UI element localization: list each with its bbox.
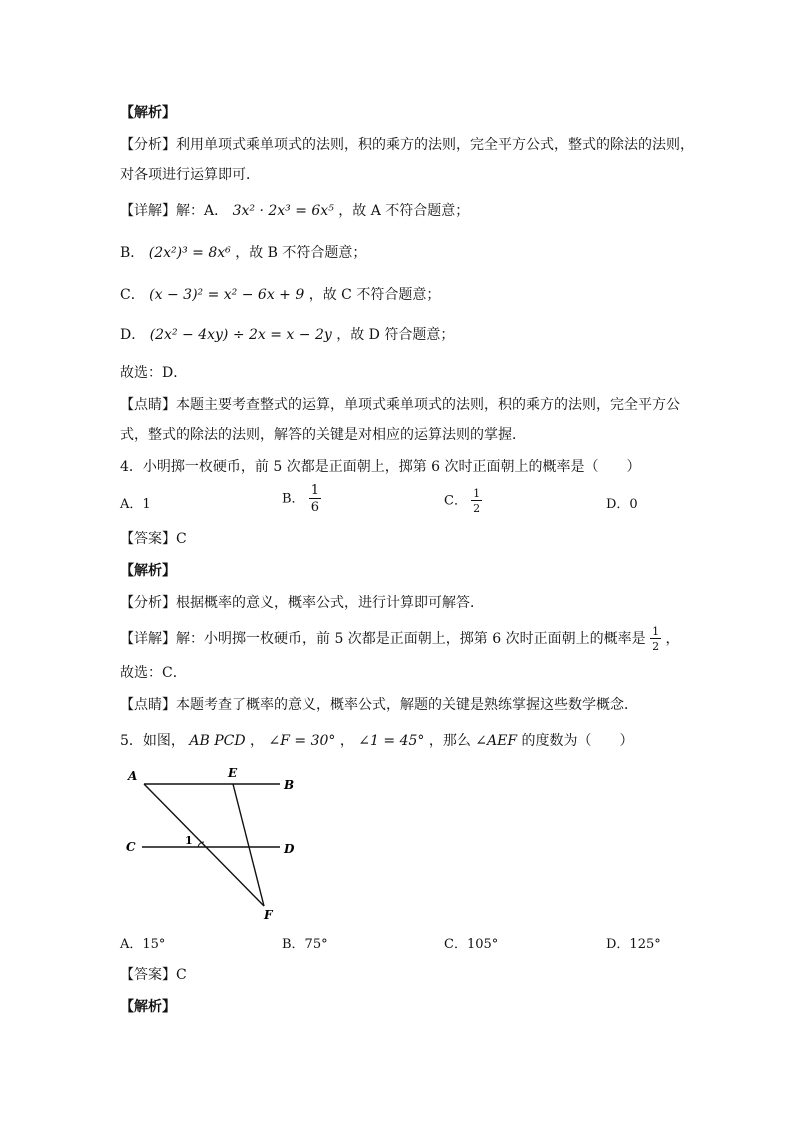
- q5-prefix: 5．如图，: [120, 733, 185, 749]
- solution-c-formula: (x − 3)² = x² − 6x + 9: [149, 287, 305, 303]
- solution-q4-suffix: ，: [665, 631, 680, 647]
- solution-d-prefix: D．: [120, 327, 146, 343]
- q5-option-d: D．125°: [606, 937, 661, 952]
- q5-sep-1: ，: [250, 733, 265, 749]
- solution-q4-fraction: [650, 626, 661, 652]
- label-angle-1: 1: [185, 834, 193, 847]
- solution-c-prefix: C．: [120, 287, 145, 303]
- q4-option-c-fraction: [471, 488, 482, 514]
- q4-option-b: [282, 484, 321, 514]
- q4-option-d: D．0: [606, 497, 638, 512]
- solution-option-c: [120, 286, 680, 304]
- comment-line1: 【点睛】本题主要考查整式的运算，单项式乘单项式的法则，积的乘方的法则，完全平方公: [120, 397, 680, 413]
- solution-b-formula: (2x²)³ = 8x⁶: [148, 245, 231, 261]
- q4-option-c-denominator: 2: [473, 502, 481, 515]
- solution-option-a: [120, 202, 680, 220]
- analysis-text-line1: 【分析】利用单项式乘单项式的法则，积的乘方的法则，完全平方公式，整式的除法的法则，: [120, 137, 694, 153]
- final-choice-1: 故选：D．: [120, 365, 188, 381]
- analysis-text-line2: 对各项进行运算即可．: [120, 167, 260, 183]
- solution-q4-text: 【详解】解：小明掷一枚硬币，前 5 次都是正面朝上，掷第 6 次时正面朝上的概率是: [120, 631, 646, 647]
- label-a: A: [128, 769, 138, 783]
- answer-5: 【答案】C: [120, 967, 187, 983]
- question-5: [120, 732, 680, 750]
- q5-sep-2: ，: [339, 733, 354, 749]
- line-ef: [233, 784, 264, 906]
- label-f: F: [264, 908, 273, 922]
- solution-a-suffix: ，故 A 不符合题意；: [338, 203, 470, 219]
- q5-angle-aef: ∠AEF: [475, 733, 518, 749]
- q4-option-a: A．1: [120, 497, 151, 512]
- q4-option-b-denominator: 6: [310, 500, 319, 515]
- label-e: E: [228, 766, 238, 780]
- q4-option-c: [444, 488, 482, 514]
- label-c: C: [126, 840, 136, 854]
- label-b: B: [284, 778, 295, 792]
- solution-q4-numerator: 1: [652, 625, 660, 638]
- solution-c-suffix: ，故 C 不符合题意；: [308, 287, 441, 303]
- q4-option-b-label: B．: [282, 491, 305, 507]
- solution-d-formula: (2x² − 4xy) ÷ 2x = x − 2y: [149, 327, 332, 343]
- q5-suffix: 的度数为（ ）: [521, 733, 634, 749]
- q5-option-c: C．105°: [444, 937, 499, 952]
- q5-parallel-expr: AB PCD: [189, 733, 246, 749]
- solution-q4-denominator: 2: [652, 640, 660, 653]
- solution-a-formula: 3x² · 2x³ = 6x⁵: [232, 203, 334, 219]
- q4-option-b-numerator: 1: [310, 483, 319, 498]
- solution-d-suffix: ，故 D 符合题意；: [336, 327, 455, 343]
- question-4: 4．小明掷一枚硬币，前 5 次都是正面朝上，掷第 6 次时正面朝上的概率是（ ）: [120, 459, 641, 475]
- solution-a-prefix: 【详解】解：A．: [120, 203, 229, 219]
- comment-q4: 【点睛】本题考查了概率的意义，概率公式，解题的关键是熟练掌握这些数学概念．: [120, 697, 638, 713]
- solution-option-d: [120, 326, 680, 344]
- solution-b-suffix: ，故 B 不符合题意；: [235, 245, 367, 261]
- q5-mid: ，那么: [428, 733, 471, 749]
- geometry-figure: [118, 762, 308, 924]
- answer-4: 【答案】C: [120, 531, 187, 547]
- solution-b-prefix: B．: [120, 245, 145, 261]
- q4-option-c-label: C．: [444, 493, 467, 509]
- comment-line2: 式，整式的除法的法则，解答的关键是对相应的运算法则的掌握．: [120, 427, 526, 443]
- q4-option-c-numerator: 1: [473, 487, 481, 500]
- analysis-heading-3: 【解析】: [120, 999, 176, 1015]
- q5-angle-1: ∠1 = 45°: [358, 733, 425, 749]
- q5-angle-f: ∠F = 30°: [268, 733, 336, 749]
- solution-option-b: [120, 244, 680, 262]
- label-d: D: [284, 842, 295, 856]
- q4-option-b-fraction: [309, 484, 321, 514]
- analysis-heading-2: 【解析】: [120, 563, 176, 579]
- analysis-heading: 【解析】: [120, 105, 176, 121]
- q5-option-b: B．75°: [282, 937, 328, 952]
- analysis-text-2: 【分析】根据概率的意义，概率公式，进行计算即可解答．: [120, 595, 484, 611]
- line-af: [144, 784, 264, 906]
- q5-option-a: A．15°: [120, 937, 166, 952]
- solution-q4: [120, 626, 680, 652]
- final-choice-2: 故选：C．: [120, 665, 187, 681]
